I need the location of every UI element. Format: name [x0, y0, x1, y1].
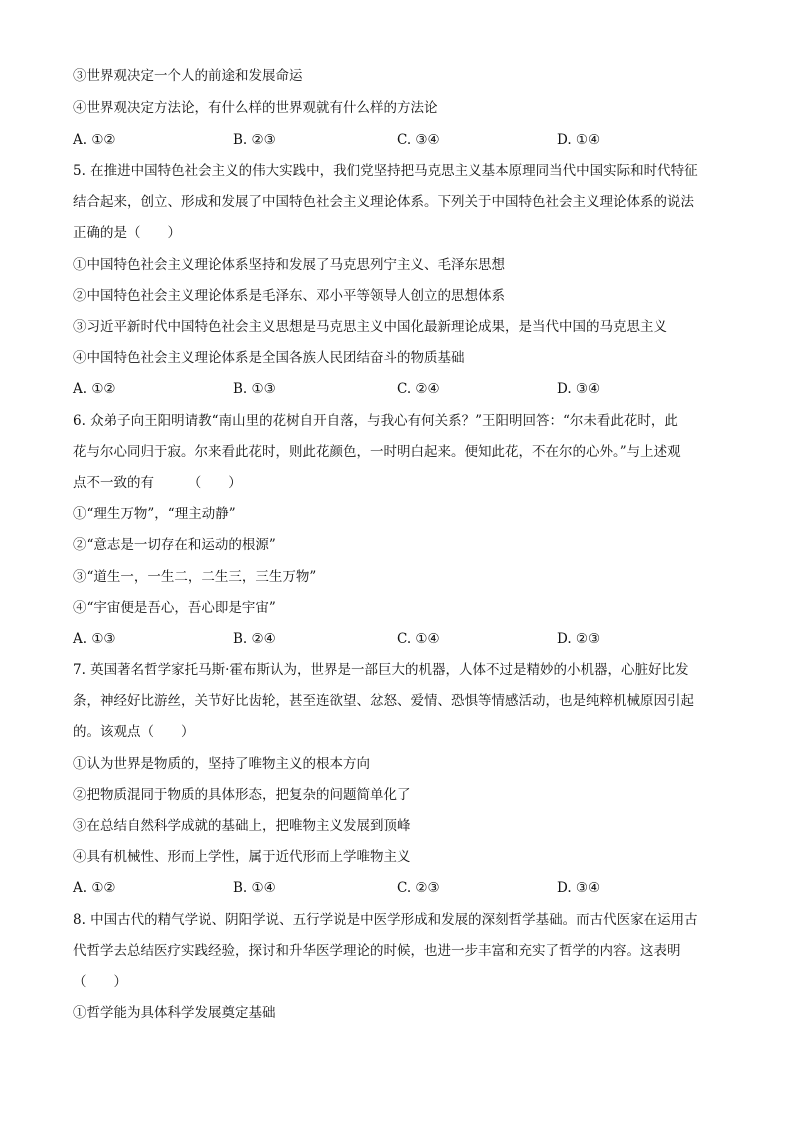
option-a: A. ①② [73, 132, 116, 148]
question-5-stem: 5. 在推进中国特色社会主义的伟大实践中，我们党坚持把马克思主义基本原理同当代中国实际和时代特征 [73, 163, 698, 179]
question-5-option-a: A. ①② [73, 381, 116, 397]
question-5-stem: 正确的是（ ） [73, 225, 181, 241]
option-d: D. ①④ [557, 132, 601, 148]
question-8-stem: 8. 中国古代的精气学说、阴阳学说、五行学说是中医学形成和发展的深刻哲学基础。而古代医家在运用古 [73, 912, 698, 928]
item-line: ③世界观决定一个人的前途和发展命运 [73, 68, 303, 84]
option-b: B. ②③ [233, 132, 276, 148]
question-7-item: ①认为世界是物质的，坚持了唯物主义的根本方向 [73, 756, 370, 772]
question-5-item: ③习近平新时代中国特色社会主义思想是马克思主义中国化最新理论成果，是当代中国的马克思主义 [73, 319, 667, 335]
question-6-stem: 花与尔心同归于寂。尔来看此花时，则此花颜色，一时明白起来。便知此花，不在尔的心外。”与上述观 [73, 444, 681, 460]
question-5-item: ①中国特色社会主义理论体系坚持和发展了马克思列宁主义、毛泽东思想 [73, 257, 505, 273]
question-6-option-a: A. ①③ [73, 631, 116, 647]
question-5-option-c: C. ②④ [397, 381, 440, 397]
question-5-option-b: B. ①③ [233, 381, 276, 397]
question-6-option-d: D. ②③ [557, 631, 601, 647]
question-5-item: ②中国特色社会主义理论体系是毛泽东、邓小平等领导人创立的思想体系 [73, 288, 505, 304]
question-7-stem: 条，神经好比游丝，关节好比齿轮，甚至连欲望、忿怒、爱情、恐惧等情感活动，也是纯粹机械原因引起 [73, 693, 694, 709]
question-7-stem: 的。该观点（ ） [73, 724, 195, 740]
question-7-item: ④具有机械性、形而上学性，属于近代形而上学唯物主义 [73, 849, 411, 865]
question-6-item: ④“宇宙便是吾心，吾心即是宇宙” [73, 600, 276, 616]
question-7-option-c: C. ②③ [397, 880, 440, 896]
question-7-stem: 7. 英国著名哲学家托马斯·霍布斯认为，世界是一部巨大的机器，人体不过是精妙的小机器，心脏好比发 [73, 662, 689, 678]
question-6-item: ①“理生万物”，“理主动静” [73, 506, 236, 522]
question-6-stem: 点不一致的有 （ ） [73, 475, 242, 491]
question-7-option-a: A. ①② [73, 880, 116, 896]
question-6-option-c: C. ①④ [397, 631, 440, 647]
question-7-option-b: B. ①④ [233, 880, 276, 896]
item-line: ④世界观决定方法论，有什么样的世界观就有什么样的方法论 [73, 100, 438, 116]
question-5-option-d: D. ③④ [557, 381, 601, 397]
question-7-option-d: D. ③④ [557, 880, 601, 896]
question-6-stem: 6. 众弟子向王阳明请教“南山里的花树自开自落，与我心有何关系？”王阳明回答：“尔未看此花时，此 [73, 413, 678, 429]
question-8-stem: （ ） [73, 974, 127, 990]
option-c: C. ③④ [397, 132, 440, 148]
question-5-stem: 结合起来，创立、形成和发展了中国特色社会主义理论体系。下列关于中国特色社会主义理论体系的说法 [73, 194, 694, 210]
question-7-item: ③在总结自然科学成就的基础上，把唯物主义发展到顶峰 [73, 818, 411, 834]
question-8-item: ①哲学能为具体科学发展奠定基础 [73, 1005, 276, 1021]
question-8-stem: 代哲学去总结医疗实践经验，探讨和升华医学理论的时候，也进一步丰富和充实了哲学的内容。这表明 [73, 943, 681, 959]
question-6-option-b: B. ②④ [233, 631, 276, 647]
question-5-item: ④中国特色社会主义理论体系是全国各族人民团结奋斗的物质基础 [73, 350, 465, 366]
question-6-item: ③“道生一，一生二，二生三，三生万物” [73, 569, 317, 585]
question-7-item: ②把物质混同于物质的具体形态，把复杂的问题简单化了 [73, 787, 411, 803]
question-6-item: ②“意志是一切存在和运动的根源” [73, 537, 276, 553]
